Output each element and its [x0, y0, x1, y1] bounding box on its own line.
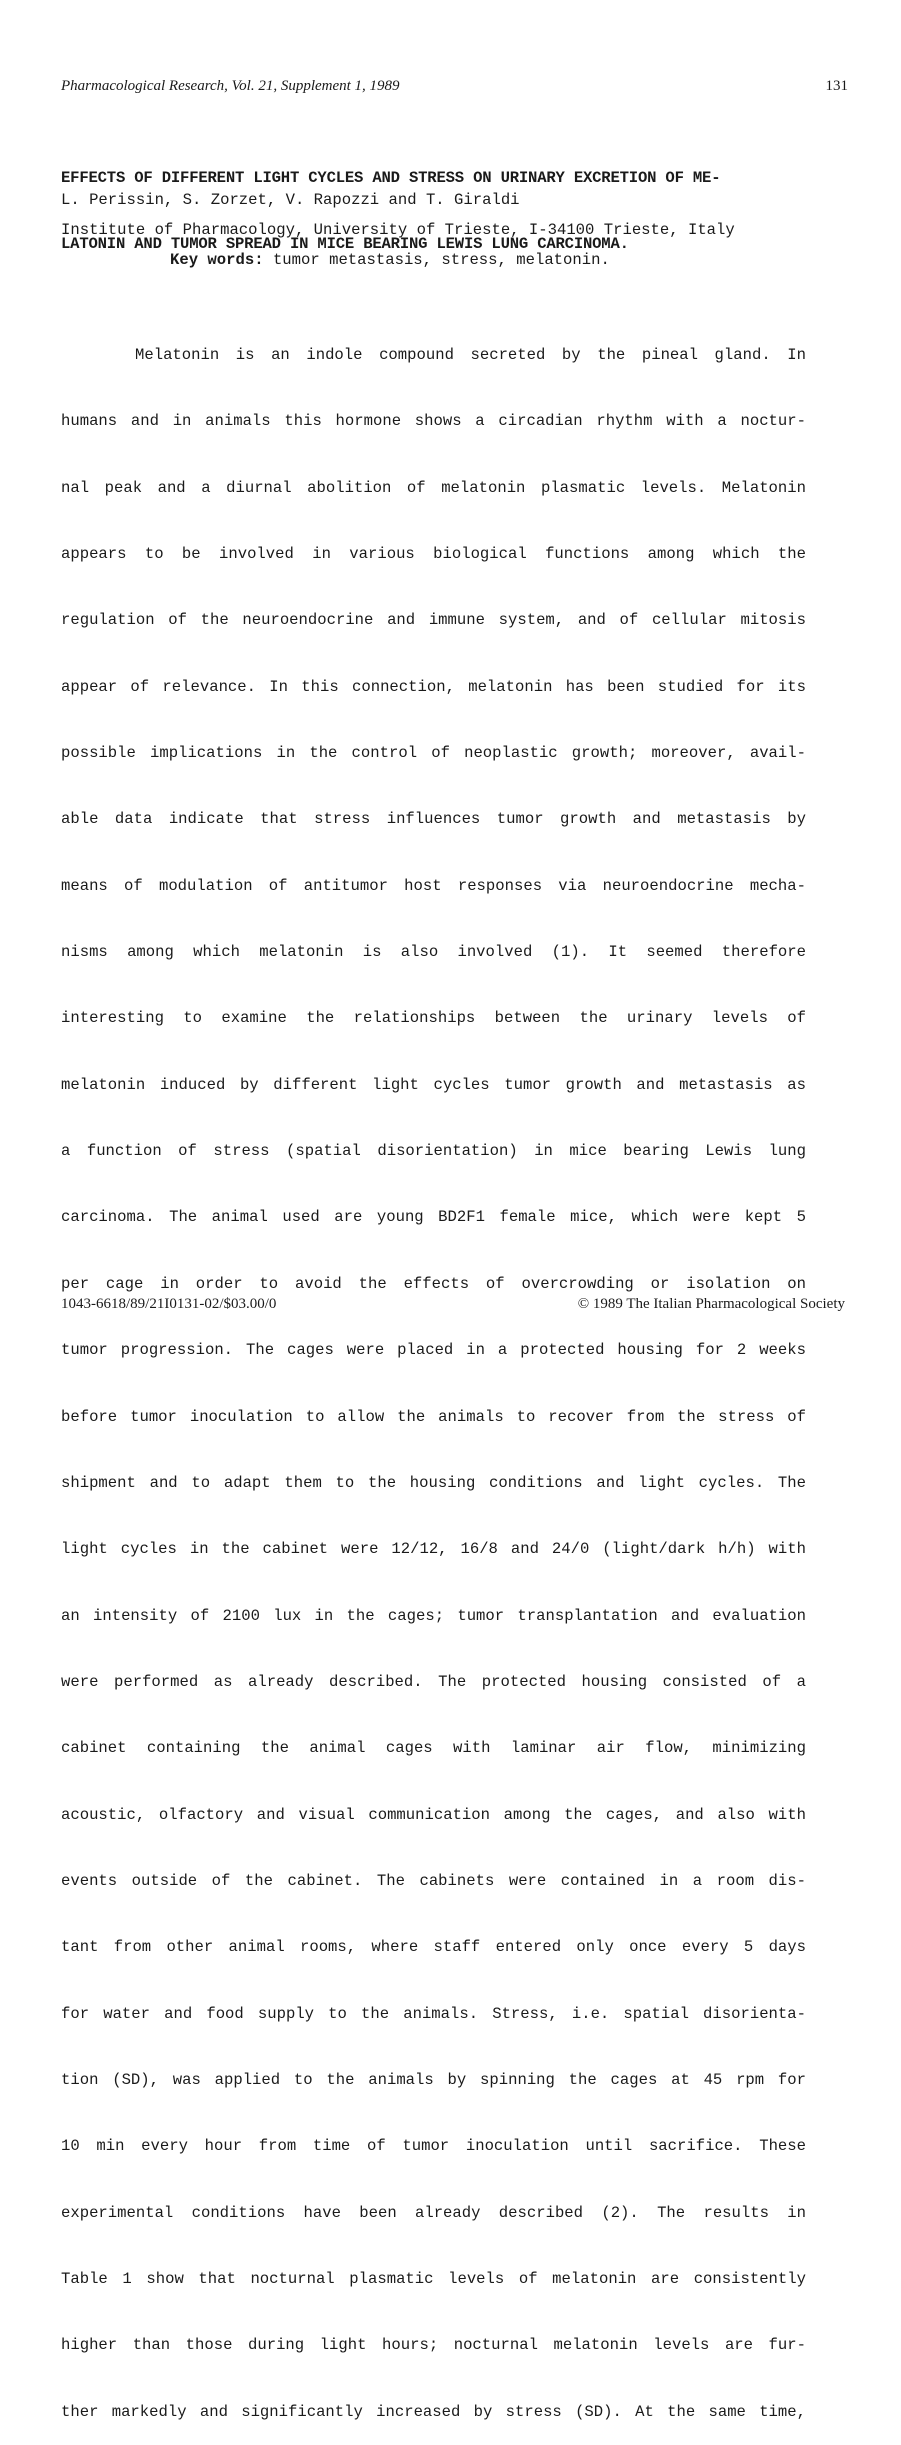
body-line: for water and food supply to the animals. Stress, i.e. spatial disorienta- — [61, 2004, 806, 2023]
body-line: light cycles in the cabinet were 12/12, 16/8 and 24/0 (light/dark h/h) with — [61, 1540, 806, 1559]
body-line: were performed as already described. The protected housing consisted of a — [61, 1672, 806, 1691]
body-line: carcinoma. The animal used are young BD2F1 female mice, which were kept 5 — [61, 1208, 806, 1227]
keywords-label: Key words: — [170, 251, 264, 269]
body-line: higher than those during light hours; nocturnal melatonin levels are fur- — [61, 2336, 806, 2355]
title-line: EFFECTS OF DIFFERENT LIGHT CYCLES AND STRESS ON URINARY EXCRETION OF ME- — [61, 169, 721, 187]
body-line: before tumor inoculation to allow the animals to recover from the stress of — [61, 1407, 806, 1426]
body-line: Table 1 show that nocturnal plasmatic levels of melatonin are consistently — [61, 2269, 806, 2288]
body-line: regulation of the neuroendocrine and immune system, and of cellular mitosis — [61, 611, 806, 630]
body-line: nisms among which melatonin is also involved (1). It seemed therefore — [61, 943, 806, 962]
body-line: acoustic, olfactory and visual communication among the cages, and also with — [61, 1805, 806, 1824]
body-line: melatonin induced by different light cycles tumor growth and metastasis as — [61, 1075, 806, 1094]
body-line: ther markedly and significantly increased by stress (SD). At the same time, — [61, 2402, 806, 2421]
body-line: events outside of the cabinet. The cabinets were contained in a room dis- — [61, 1871, 806, 1890]
body-line: interesting to examine the relationships between the urinary levels of — [61, 1009, 806, 1028]
body-line: humans and in animals this hormone shows a circadian rhythm with a noctur- — [61, 412, 806, 431]
body-line: means of modulation of antitumor host responses via neuroendocrine mecha- — [61, 876, 806, 895]
body-line: nal peak and a diurnal abolition of melatonin plasmatic levels. Melatonin — [61, 478, 806, 497]
copyright-notice: © 1989 The Italian Pharmacological Society — [577, 1296, 845, 1312]
page-footer — [61, 1296, 845, 1318]
title-line: LATONIN AND TUMOR SPREAD IN MICE BEARING LEWIS LUNG CARCINOMA. — [61, 235, 629, 253]
page-number: 131 — [825, 78, 848, 94]
body-line: able data indicate that stress influences tumor growth and metastasis by — [61, 810, 806, 829]
body-line: appear of relevance. In this connection, melatonin has been studied for its — [61, 677, 806, 696]
article-code: 1043-6618/89/21I0131-02/$03.00/0 — [61, 1296, 277, 1312]
body-line: tumor progression. The cages were placed in a protected housing for 2 weeks — [61, 1341, 806, 1360]
body-line: shipment and to adapt them to the housing conditions and light cycles. The — [61, 1473, 806, 1492]
authors: L. Perissin, S. Zorzet, V. Rapozzi and T. Giraldi — [61, 191, 520, 209]
body-line: tion (SD), was applied to the animals by spinning the cages at 45 rpm for — [61, 2070, 806, 2089]
body-paragraph — [61, 304, 806, 2445]
affiliation: Institute of Pharmacology, University of Trieste, I-34100 Trieste, Italy — [61, 221, 735, 239]
body-line: Melatonin is an indole compound secreted by the pineal gland. In — [135, 346, 806, 364]
keywords-list: tumor metastasis, stress, melatonin. — [272, 251, 610, 269]
body-line: tant from other animal rooms, where staff entered only once every 5 days — [61, 1938, 806, 1957]
body-line: appears to be involved in various biological functions among which the — [61, 545, 806, 564]
keywords — [170, 245, 610, 275]
body-line: an intensity of 2100 lux in the cages; tumor transplantation and evaluation — [61, 1606, 806, 1625]
running-head — [61, 78, 848, 100]
body-line: cabinet containing the animal cages with laminar air flow, minimizing — [61, 1739, 806, 1758]
body-line: a function of stress (spatial disorientation) in mice bearing Lewis lung — [61, 1142, 806, 1161]
body-line: possible implications in the control of neoplastic growth; moreover, avail- — [61, 744, 806, 763]
body-line: per cage in order to avoid the effects of overcrowding or isolation on — [61, 1274, 806, 1293]
journal-citation: Pharmacological Research, Vol. 21, Supplement 1, 1989 — [61, 78, 400, 94]
body-line: 10 min every hour from time of tumor inoculation until sacrifice. These — [61, 2137, 806, 2156]
body-line: experimental conditions have been already described (2). The results in — [61, 2203, 806, 2222]
